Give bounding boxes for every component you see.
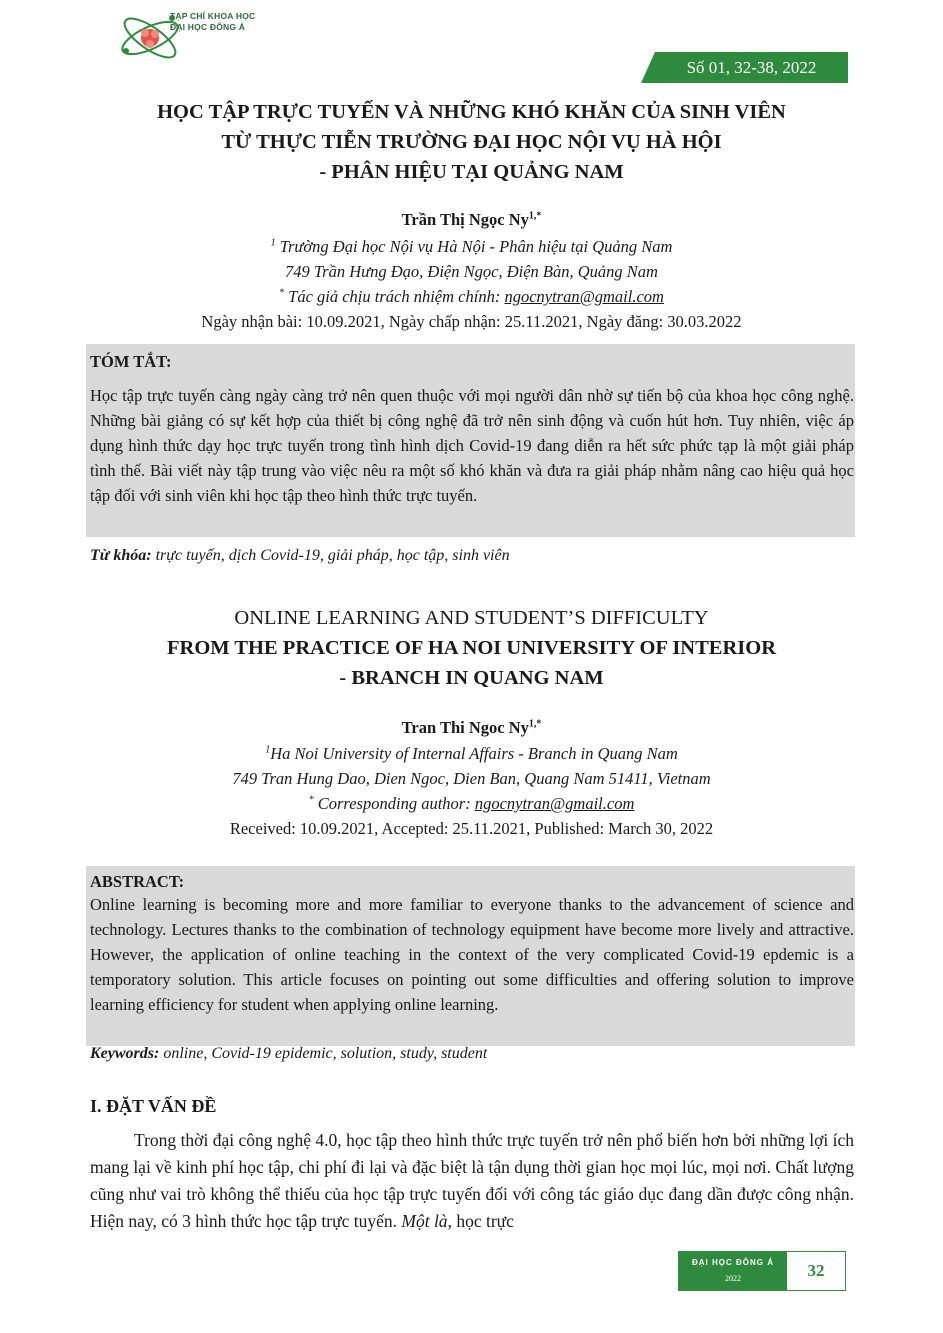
en-author-sup: 1,* [528,718,542,730]
en-title [40,603,903,693]
vi-corresponding [40,285,903,310]
en-affiliation [40,742,903,767]
issue-label: Số 01, 32-38, 2022 [686,58,817,77]
en-corr-sup: * [308,794,314,806]
vi-title [40,97,903,187]
en-title-line-3: - BRANCH IN QUANG NAM [339,667,604,689]
footer-year: 2022 [725,1274,741,1283]
issue-bar [655,52,848,83]
en-email-link[interactable]: ngocnytran@gmail.com [474,794,635,813]
vi-dates: Ngày nhận bài: 10.09.2021, Ngày chấp nhận: 25.11.2021, Ngày đăng: 30.03.2022 [201,312,742,331]
vi-keywords-label: Từ khóa: [90,547,152,564]
en-title-line-2: FROM THE PRACTICE OF HA NOI UNIVERSITY OF INTERIOR [167,637,776,659]
logo-line-1: TẠP CHÍ KHOA HỌC [170,11,256,21]
vi-aff-sup: 1 [270,237,276,249]
en-keywords [90,1043,854,1065]
en-corresponding [40,792,903,817]
en-keywords-text: online, Covid-19 epidemic, solution, study, student [159,1045,488,1062]
footer-label: ĐẠI HỌC ĐÔNG Á [692,1258,774,1267]
en-affiliation-text: Ha Noi University of Internal Affairs - Branch in Quang Nam [270,744,678,763]
vi-corr-sup: * [279,287,285,299]
vi-corr-label: Tác giả chịu trách nhiệm chính: [288,287,505,306]
en-address: 749 Tran Hung Dao, Dien Ngoc, Dien Ban, Quang Nam 51411, Vietnam [232,769,711,788]
section-paragraph [90,1127,854,1235]
vi-keywords [90,545,854,567]
vi-abstract-heading: TÓM TẮT: [90,352,172,371]
vi-author-name: Trần Thị Ngọc Ny [401,210,529,229]
section-heading: I. ĐẶT VẤN ĐỀ [90,1096,217,1116]
vi-title-line-1: HỌC TẬP TRỰC TUYẾN VÀ NHỮNG KHÓ KHĂN CỦA SINH VIÊN [157,101,786,123]
vi-title-line-2: TỪ THỰC TIỄN TRƯỜNG ĐẠI HỌC NỘI VỤ HÀ HỘI [221,131,722,153]
vi-author [40,208,903,233]
en-keywords-label: Keywords: [90,1045,160,1062]
en-dates: Received: 10.09.2021, Accepted: 25.11.2021, Published: March 30, 2022 [229,819,714,838]
section-paragraph-italic: Một là [401,1211,448,1231]
en-title-line-1: ONLINE LEARNING AND STUDENT’S DIFFICULTY [234,607,709,629]
vi-keywords-text: trực tuyến, dịch Covid-19, giải pháp, học tập, sinh viên [151,547,510,564]
en-author-name: Tran Thi Ngoc Ny [401,718,529,737]
section-paragraph-end: , học trực [447,1211,514,1231]
vi-affiliation-text: Trường Đại học Nội vụ Hà Nội - Phân hiệu tại Quảng Nam [279,237,673,256]
vi-title-line-3: - PHÂN HIỆU TẠI QUẢNG NAM [319,161,624,183]
en-aff-sup: 1 [265,744,271,756]
vi-abstract-text: Học tập trực tuyến càng ngày càng trở nên quen thuộc với mọi người dân nhờ sự tiến bộ của khoa học công nghệ. Những bài giảng có sự kết hợp của thiết bị công nghệ đã trở nên sinh động và cuốn hút hơn. Tuy nhiên, việc áp dụng hình thức dạy học trực tuyến trong tình hình dịch Covid-19 đang diễn ra hết sức phức tạp là một giải pháp tình thế. Bài viết này tập trung vào việc nêu ra một số khó khăn và đưa ra giải pháp nhằm nâng cao hiệu quả học tập đối với sinh viên khi học tập theo hình thức trực tuyến. [90,386,854,505]
vi-email-link[interactable]: ngocnytran@gmail.com [504,287,664,306]
page-number: 32 [807,1261,825,1280]
section-paragraph-text: Trong thời đại công nghệ 4.0, học tập theo hình thức trực tuyến trở nên phổ biến hơn bởi những lợi ích mang lại về kinh phí học tập, chi phí đi lại và đặc biệt là tận dụng thời gian học mọi lúc, mọi nơi. Chất lượng cũng như vai trò không thể thiếu của học tập trực tuyến đối với công tác giáo dục đang dần được công nhận. Hiện nay, có 3 hình thức học tập trực tuyến. [90,1130,854,1231]
footer-badge [678,1251,846,1291]
logo-line-2: ĐẠI HỌC ĐÔNG Á [170,22,246,32]
en-corr-label: Corresponding author: [317,794,475,813]
en-abstract-text: Online learning is becoming more and more familiar to everyone thanks to the advancement of science and technology. Lectures thanks to the combination of technology equipment have become more lively and attractive. However, the application of online teaching in the context of the very complicated Covid-19 epdemic is a temporatory solution. This article focuses on pointing out some difficulties and offering solution to improve learning efficiency for student when applying online learning. [90,895,854,1014]
en-author [40,716,903,741]
vi-affiliation [40,235,903,260]
logo-text [170,11,255,33]
vi-address: 749 Trần Hưng Đạo, Điện Ngọc, Điện Bàn, Quảng Nam [285,262,658,281]
footer-green-block [679,1252,787,1290]
vi-author-sup: 1,* [528,210,542,222]
en-abstract-heading: ABSTRACT: [90,872,185,891]
